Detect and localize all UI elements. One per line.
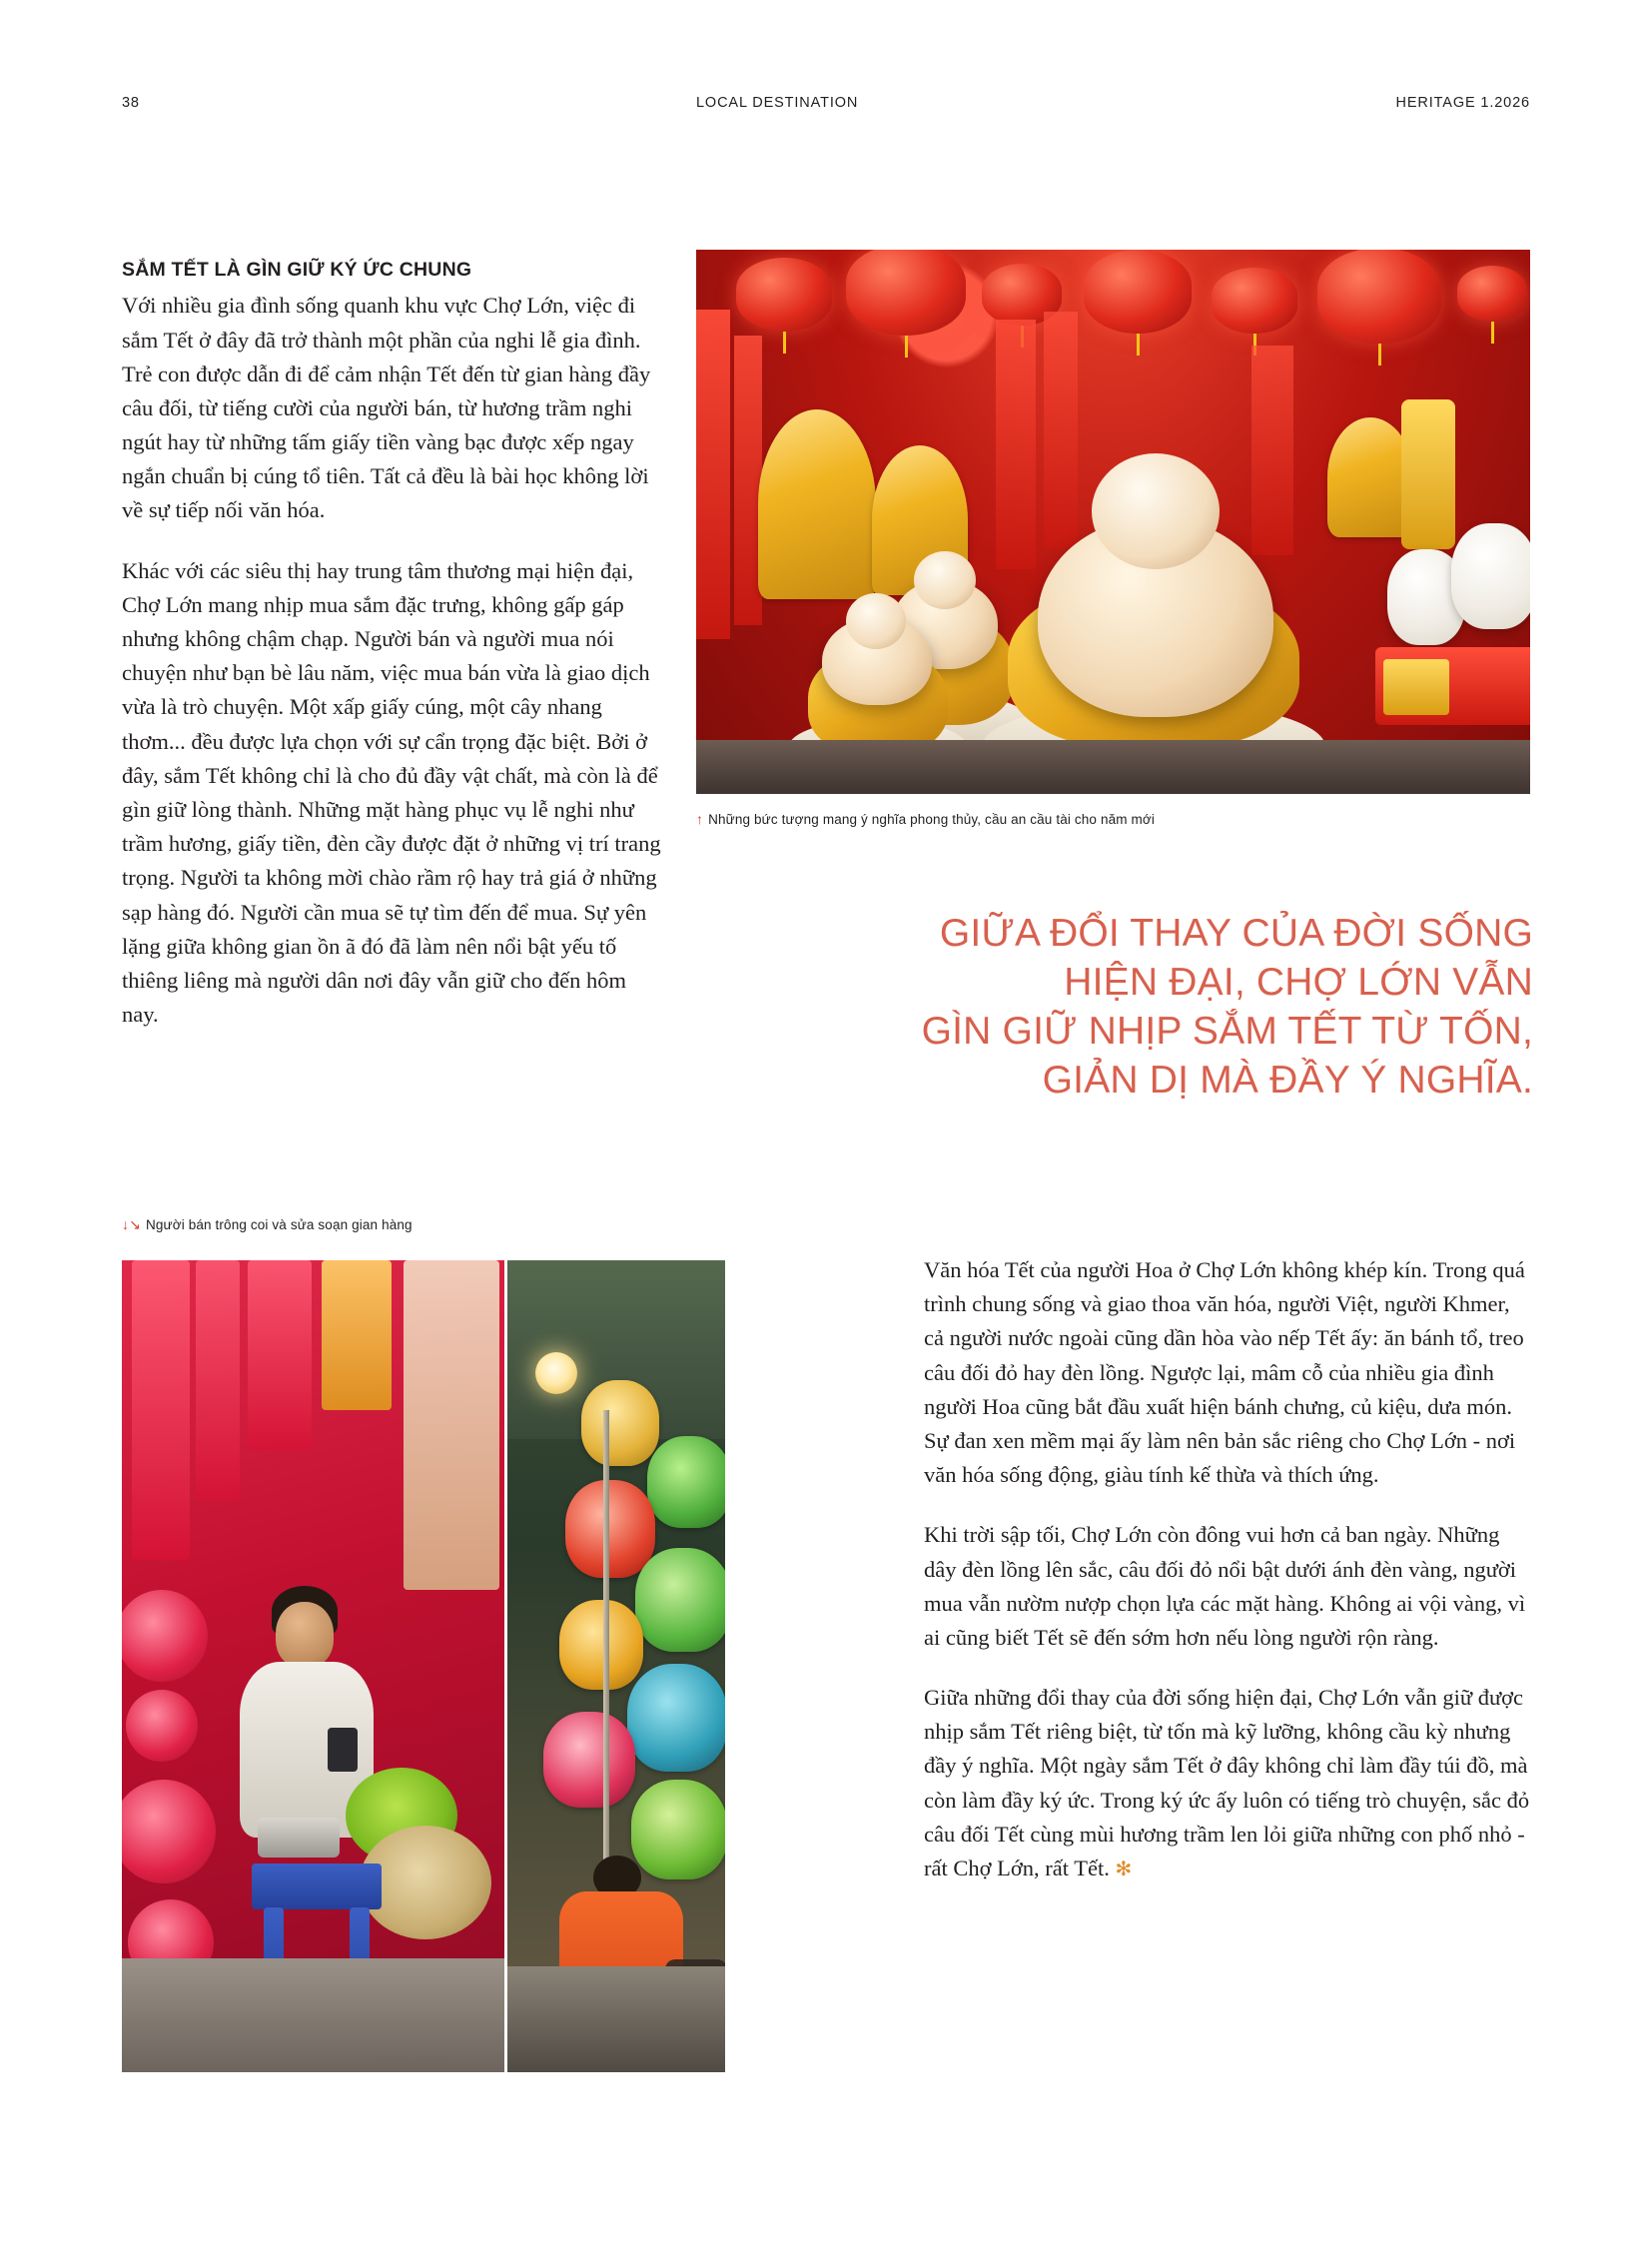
wrapped-lantern <box>581 1380 659 1466</box>
hanging-decoration <box>322 1260 392 1410</box>
hanging-decoration <box>196 1260 240 1500</box>
hanging-decoration <box>404 1260 499 1590</box>
end-mark-icon: ✻ <box>1115 1859 1133 1880</box>
vendor-head <box>276 1602 334 1668</box>
phone-icon <box>328 1728 358 1772</box>
photo-floor <box>122 1958 504 2072</box>
caption-arrow-icon: ↓↘ <box>122 1216 142 1232</box>
gold-tag <box>1383 659 1449 715</box>
body-paragraph: Văn hóa Tết của người Hoa ở Chợ Lớn không khép kín. Trong quá trình chung sống và giao thoa văn hóa, người Việt, người Khmer, cả người nước ngoài cũng dần hòa vào nếp Tết ấy: ăn bánh tổ, treo câu đối đỏ hay đèn lồng. Ngược lại, mâm cỗ của nhiều gia đình người Hoa cũng bắt đầu xuất hiện bánh chưng, củ kiệu, dưa món. Sự đan xen mềm mại ấy làm nên bản sắc riêng cho Chợ Lớn - nơi văn hóa sống động, giàu tính kế thừa và thích ứng. <box>924 1257 1525 1488</box>
blossom-decoration <box>126 1690 198 1762</box>
photo-floor <box>696 740 1530 795</box>
caption-text: Người bán trông coi và sửa soạn gian hàng <box>146 1217 413 1232</box>
wrapped-lantern <box>559 1600 643 1690</box>
photo-vendor-stall <box>122 1260 504 2072</box>
red-banner <box>1251 346 1293 555</box>
wrapped-lantern <box>543 1712 635 1808</box>
lantern-icon <box>1084 250 1192 334</box>
wrapped-lantern <box>647 1436 725 1528</box>
lucky-cat-icon <box>1451 523 1530 629</box>
running-head <box>0 95 1652 115</box>
pull-quote-line: GIẢN DỊ MÀ ĐẦY Ý NGHĨA. <box>1042 1059 1533 1103</box>
wrapped-lantern <box>565 1480 655 1578</box>
caption-bottom-photos <box>122 1216 821 1233</box>
section-subheading: SẮM TẾT LÀ GÌN GIỮ KÝ ỨC CHUNG <box>122 259 472 281</box>
body-paragraph: Với nhiều gia đình sống quanh khu vực Chợ Lớn, việc đi sắm Tết ở đây đã trở thành một phần của nghi lễ gia đình. Trẻ con được dẫn đi để cảm nhận Tết đến từ gian hàng đầy câu đối, từ tiếng cười của người bán, từ hương trầm nghi ngút hay từ những tấm giấy tiền vàng bạc được xếp ngay ngắn chuẩn bị cúng tổ tiên. Tất cả đều là bài học không lời về sự tiếp nối văn hóa. <box>122 293 651 523</box>
light-bulb-icon <box>535 1352 577 1394</box>
paragraph-text: Giữa những đổi thay của đời sống hiện đại, Chợ Lớn vẫn giữ được nhịp sắm Tết riêng biệt, từ tốn mà kỹ lưỡng, không cầu kỳ nhưng đầy ý nghĩa. Một ngày sắm Tết ở đây không chỉ làm đầy túi đồ, mà còn làm đầy ký ức. Trong ký ức ấy luôn có tiếng trò chuyện, sắc đỏ câu đối Tết cùng mùi hương trầm len lỏi giữa những con phố nhỏ - rất Chợ Lớn, rất Tết. <box>924 1685 1530 1880</box>
statue-head <box>1092 453 1220 569</box>
hanging-decoration <box>248 1260 312 1450</box>
gold-ornament <box>1401 399 1455 549</box>
lantern-icon <box>1317 250 1441 344</box>
wrapped-lantern <box>635 1548 725 1652</box>
gold-ornament <box>758 409 876 599</box>
wrapped-lantern <box>631 1780 725 1879</box>
pull-quote-line: GÌN GIỮ NHỊP SẮM TẾT TỪ TỐN, <box>921 1010 1533 1054</box>
statue-head <box>846 593 906 649</box>
page-number: 38 <box>122 95 140 111</box>
section-title: LOCAL DESTINATION <box>696 95 859 111</box>
pull-quote <box>696 909 1533 1106</box>
red-banner <box>1044 312 1078 547</box>
left-text-column <box>122 258 661 1032</box>
lantern-icon <box>846 250 966 336</box>
pull-quote-line: HIỆN ĐẠI, CHỢ LỚN VẪN <box>1064 961 1533 1005</box>
right-text-column <box>924 1253 1530 1885</box>
hanging-decoration <box>132 1260 190 1560</box>
photo-buddha-statues <box>696 250 1530 794</box>
photo-lantern-vendor-reaching <box>507 1260 725 2072</box>
red-banner <box>996 320 1036 569</box>
body-paragraph <box>924 1681 1530 1885</box>
red-banner <box>696 310 730 639</box>
caption-top-photo <box>696 811 1535 827</box>
lantern-icon <box>736 258 832 332</box>
bamboo-pole <box>603 1410 609 1879</box>
body-paragraph: Khác với các siêu thị hay trung tâm thương mại hiện đại, Chợ Lớn mang nhịp mua sắm đặc trưng, không gấp gáp nhưng không chậm chạp. Người bán và người mua nói chuyện như bạn bè lâu năm, việc mua bán vừa là giao dịch vừa là trò chuyện. Một xấp giấy cúng, một cây nhang thơm... đều được lựa chọn với sự cẩn trọng đặc biệt. Bởi ở đây, sắm Tết không chỉ là cho đủ đầy vật chất, mà còn là để gìn giữ lòng thành. Những mặt hàng phục vụ lễ nghi như trầm hương, giấy tiền, đèn cầy được đặt ở những vị trí trang trọng. Người ta không mời chào rầm rộ hay trả giá ở những sạp hàng đó. Người cần mua sẽ tự tìm đến để mua. Sự yên lặng giữa không gian ồn ã đó đã làm nên nổi bật yếu tố thiêng liêng mà người dân nơi đây vẫn giữ cho đến hôm nay. <box>122 557 661 1028</box>
metal-pot <box>258 1818 340 1858</box>
caption-text: Những bức tượng mang ý nghĩa phong thủy, cầu an cầu tài cho năm mới <box>708 812 1155 827</box>
caption-arrow-icon: ↑ <box>696 811 704 827</box>
body-paragraph: Khi trời sập tối, Chợ Lớn còn đông vui hơn cả ban ngày. Những dây đèn lồng lên sắc, câu đối đỏ nổi bật dưới ánh đèn vàng, người mua vẫn nườm nượp chọn lựa các mặt hàng. Không ai vội vàng, vì ai cũng biết Tết sẽ đến sớm hơn nếu lòng người rộn ràng. <box>924 1522 1526 1650</box>
statue-head <box>914 551 976 609</box>
pull-quote-line: GIỮA ĐỔI THAY CỦA ĐỜI SỐNG <box>939 912 1533 955</box>
lantern-icon <box>1212 268 1297 334</box>
lantern-icon <box>1457 266 1527 322</box>
issue-label: HERITAGE 1.2026 <box>1395 95 1530 111</box>
wrapped-lantern <box>627 1664 725 1772</box>
photo-ground <box>507 1966 725 2072</box>
plastic-stool <box>252 1864 382 1909</box>
